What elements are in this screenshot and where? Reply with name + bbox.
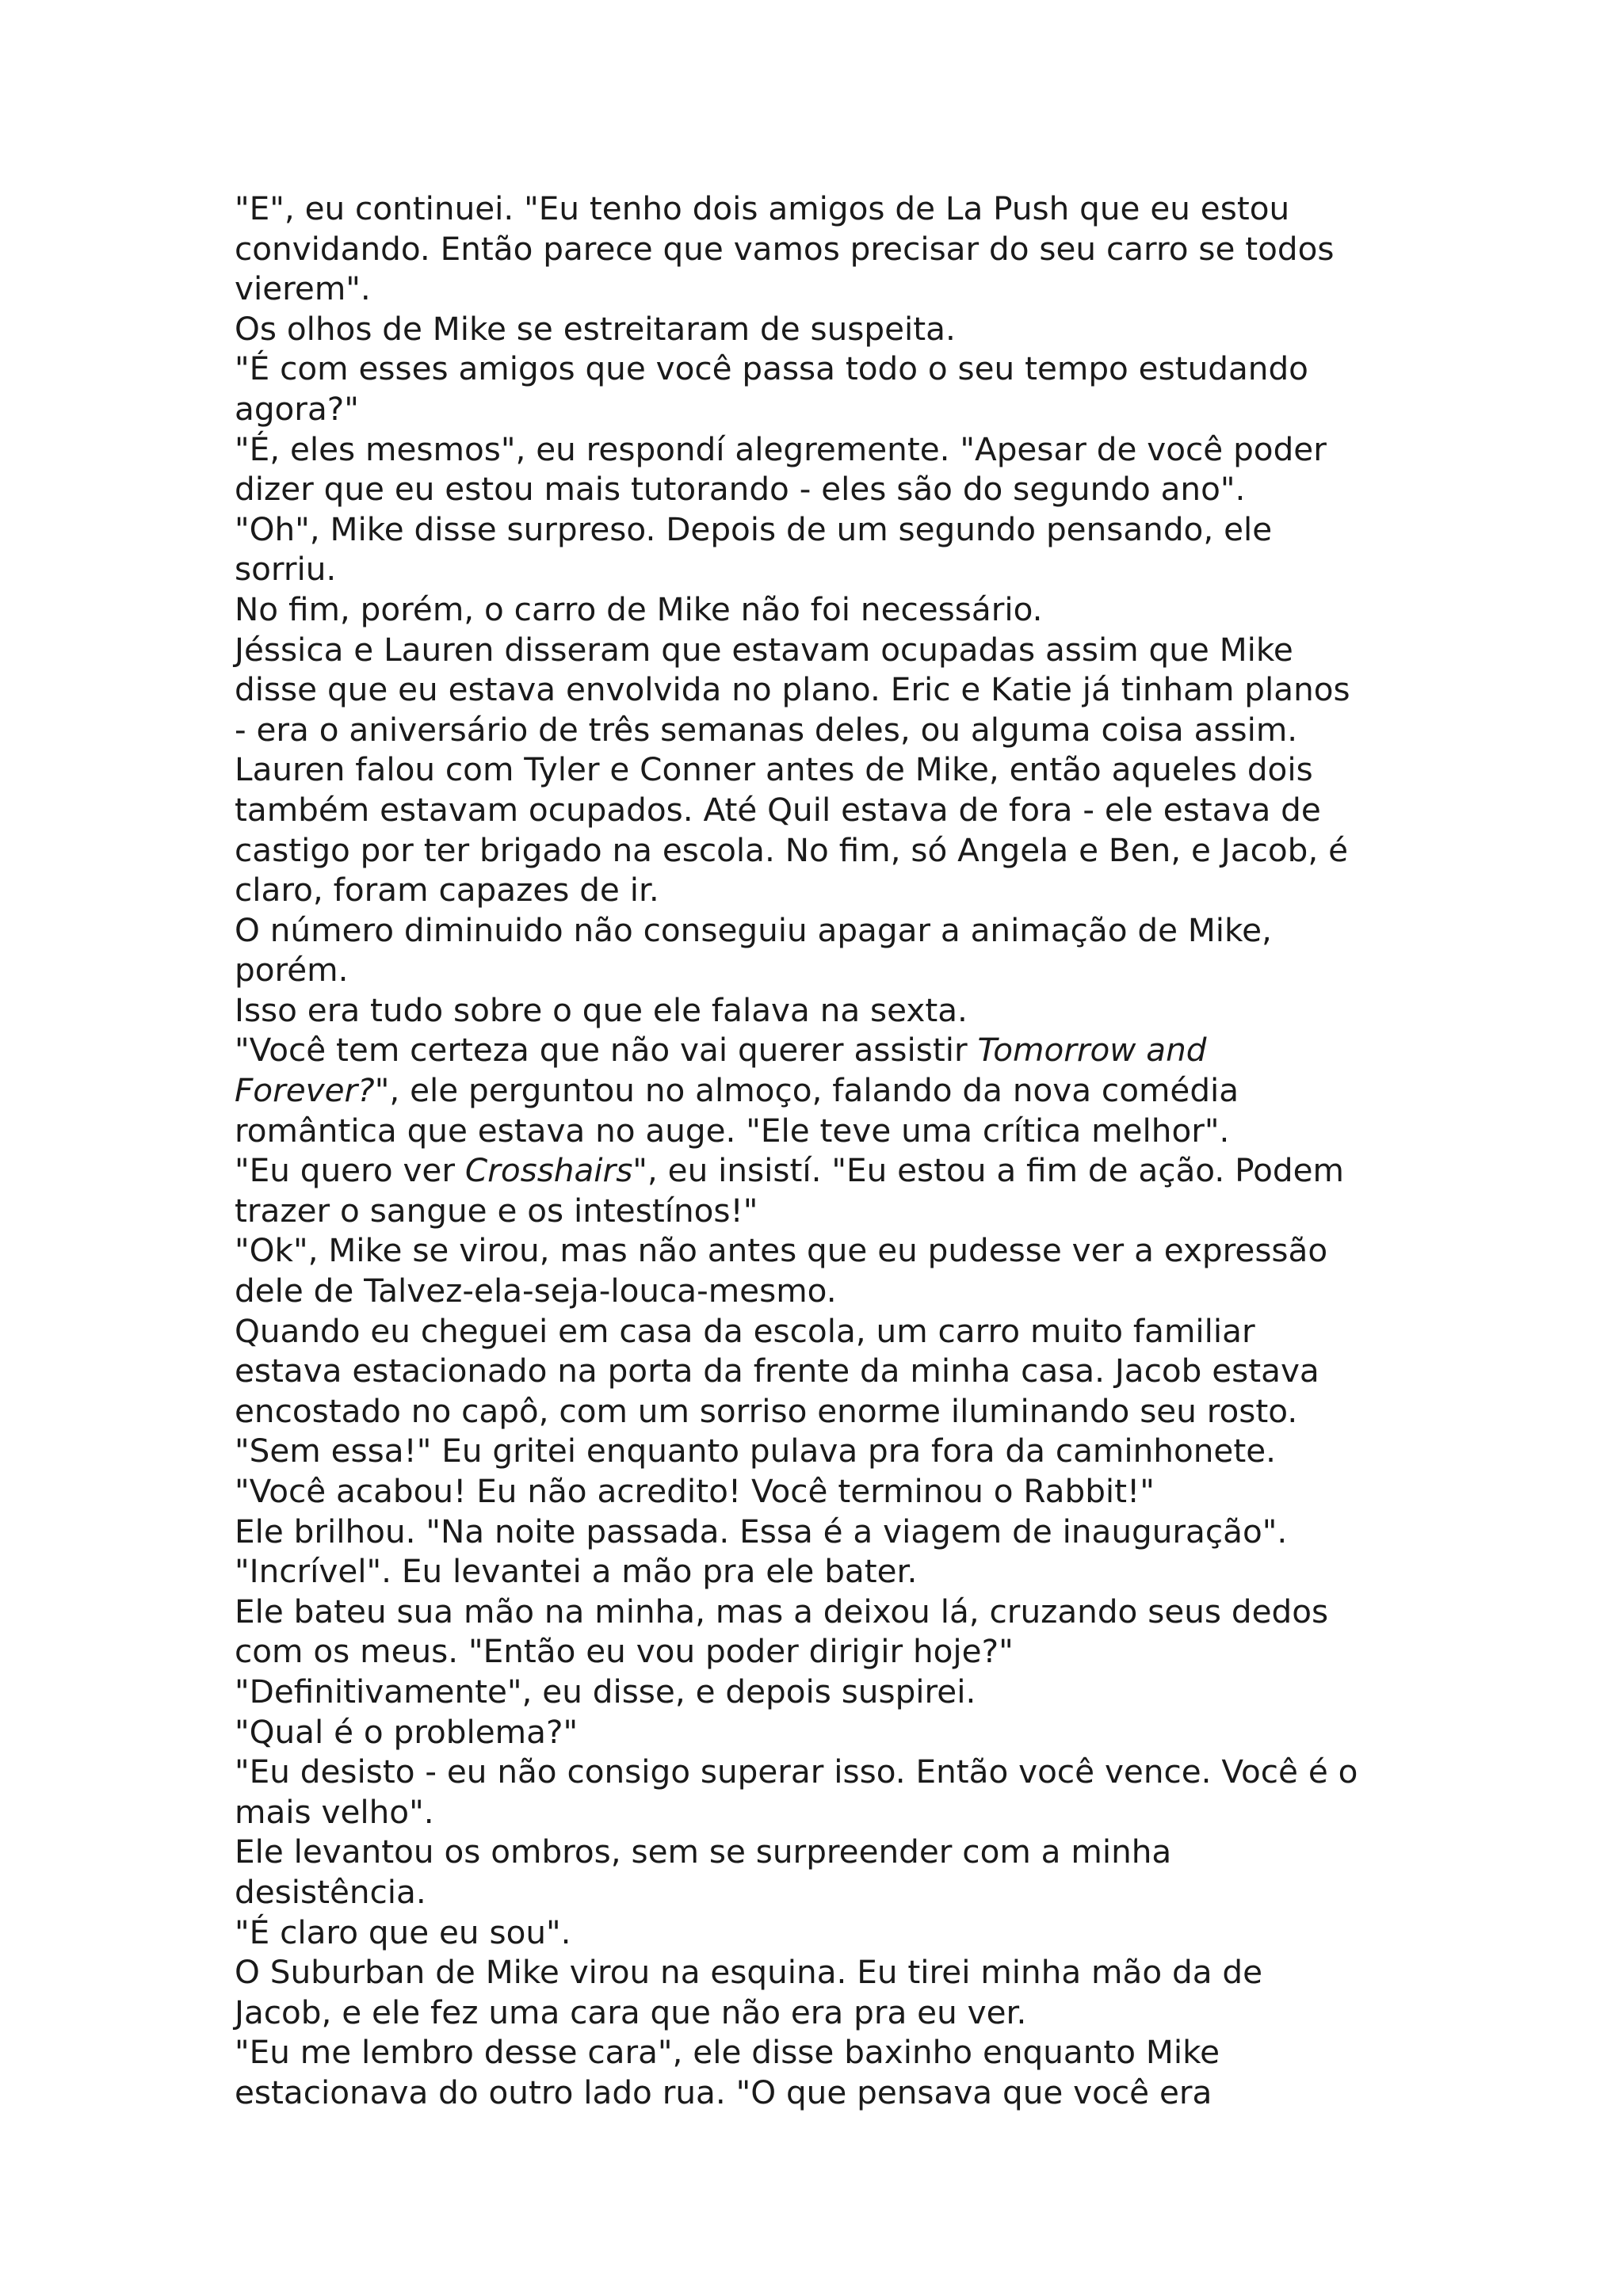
text-line (235, 1952, 1423, 1993)
text-segment: "Incrível". Eu levantei a mão pra ele bater. (235, 1552, 918, 1591)
text-segment: "Oh", Mike disse surpreso. Depois de um segundo pensando, ele (235, 509, 1273, 548)
text-segment: "Eu quero ver (235, 1151, 465, 1190)
text-line (235, 1030, 1423, 1070)
text-line (235, 309, 1423, 349)
text-line (235, 189, 1423, 229)
text-line (235, 1311, 1423, 1352)
text-segment: "Ok", Mike se virou, mas não antes que eu pudesse ver a expressão (235, 1231, 1328, 1270)
text-segment: porém. (235, 951, 349, 990)
text-segment: Os olhos de Mike se estreitaram de suspeita. (235, 309, 956, 348)
text-segment: O Suburban de Mike virou na esquina. Eu tirei minha mão da de (235, 1953, 1263, 1992)
text-line (235, 630, 1423, 670)
text-line (235, 1111, 1423, 1151)
text-segment: "Eu desisto - eu não consigo superar isso. Então você vence. Você é o (235, 1753, 1358, 1791)
text-line (235, 749, 1423, 790)
text-line (235, 830, 1423, 871)
text-line (235, 1712, 1423, 1753)
text-line (235, 990, 1423, 1031)
text-line (235, 1913, 1423, 1953)
text-segment: "Eu me lembro desse cara", ele disse baxinho enquanto Mike (235, 2033, 1220, 2072)
text-segment: "É, eles mesmos", eu respondí alegremente. "Apesar de você poder (235, 429, 1327, 468)
italic-text: Tomorrow and (977, 1031, 1207, 1070)
text-segment: "É claro que eu sou". (235, 1913, 571, 1951)
text-segment: trazer o sangue e os intestínos!" (235, 1191, 758, 1230)
text-segment: "E", eu continuei. "Eu tenho dois amigos de La Push que eu estou (235, 189, 1290, 227)
text-line (235, 1592, 1423, 1632)
text-line (235, 950, 1423, 990)
text-segment: ", eu insistí. "Eu estou a fim de ação. Podem (632, 1151, 1344, 1190)
text-segment: ", ele perguntou no almoço, falando da nova comédia (374, 1071, 1239, 1110)
text-line (235, 429, 1423, 470)
text-line (235, 1993, 1423, 2033)
text-line (235, 1551, 1423, 1592)
text-segment: Quando eu cheguei em casa da escola, um carro muito familiar (235, 1311, 1255, 1350)
text-line (235, 229, 1423, 269)
text-segment: dizer que eu estou mais tutorando - eles são do segundo ano". (235, 470, 1246, 509)
text-line (235, 1070, 1423, 1111)
text-segment: - era o aniversário de três semanas deles, ou alguma coisa assim. (235, 710, 1298, 749)
text-line (235, 1631, 1423, 1672)
text-line (235, 469, 1423, 509)
text-segment: Lauren falou com Tyler e Conner antes de Mike, então aqueles dois (235, 750, 1313, 789)
text-line (235, 1230, 1423, 1271)
text-segment: O número diminuido não conseguiu apagar a animação de Mike, (235, 910, 1272, 949)
text-line (235, 1832, 1423, 1872)
text-segment: sorriu. (235, 550, 337, 589)
text-segment: castigo por ter brigado na escola. No fim, só Angela e Ben, e Jacob, é (235, 830, 1348, 869)
text-line (235, 1191, 1423, 1231)
text-segment: estacionava do outro lado rua. "O que pensava que você era (235, 2073, 1212, 2111)
text-line (235, 669, 1423, 710)
text-line (235, 589, 1423, 630)
text-line (235, 910, 1423, 951)
text-segment: "É com esses amigos que você passa todo o seu tempo estudando (235, 349, 1308, 388)
text-line (235, 1351, 1423, 1391)
text-line (235, 1431, 1423, 1471)
text-segment: com os meus. "Então eu vou poder dirigir hoje?" (235, 1632, 1014, 1671)
text-segment: claro, foram capazes de ir. (235, 871, 659, 910)
text-segment: dele de Talvez-ela-seja-louca-mesmo. (235, 1272, 837, 1310)
text-segment: "Você acabou! Eu não acredito! Você terminou o Rabbit!" (235, 1472, 1155, 1510)
text-segment: Ele bateu sua mão na minha, mas a deixou lá, cruzando seus dedos (235, 1592, 1329, 1630)
text-segment: disse que eu estava envolvida no plano. Eric e Katie já tinham planos (235, 670, 1350, 709)
text-line (235, 1150, 1423, 1191)
text-segment: Ele brilhou. "Na noite passada. Essa é a viagem de inauguração". (235, 1512, 1288, 1550)
text-segment: convidando. Então parece que vamos precisar do seu carro se todos (235, 229, 1335, 268)
text-segment: "Definitivamente", eu disse, e depois suspirei. (235, 1672, 976, 1711)
text-line (235, 389, 1423, 429)
text-line (235, 1471, 1423, 1512)
text-line (235, 1672, 1423, 1712)
text-line (235, 2032, 1423, 2073)
text-segment: No fim, porém, o carro de Mike não foi necessário. (235, 589, 1043, 628)
text-segment: encostado no capô, com um sorriso enorme iluminando seu rosto. (235, 1391, 1298, 1430)
text-line (235, 870, 1423, 910)
text-segment: agora?" (235, 389, 359, 428)
body-text (235, 189, 1423, 2113)
text-line (235, 1752, 1423, 1792)
text-segment: desistência. (235, 1872, 426, 1911)
text-line (235, 1271, 1423, 1311)
text-segment: estava estacionado na porta da frente da minha casa. Jacob estava (235, 1352, 1319, 1390)
text-line (235, 790, 1423, 830)
text-segment: romântica que estava no auge. "Ele teve uma crítica melhor". (235, 1111, 1230, 1150)
text-line (235, 1792, 1423, 1833)
text-segment: Ele levantou os ombros, sem se surpreender com a minha (235, 1833, 1172, 1871)
text-segment: "Sem essa!" Eu gritei enquanto pulava pra fora da caminhonete. (235, 1432, 1276, 1470)
text-segment: "Você tem certeza que não vai querer assistir (235, 1031, 978, 1070)
text-line (235, 1512, 1423, 1552)
text-segment: vierem". (235, 269, 371, 308)
text-line (235, 509, 1423, 550)
text-segment: também estavam ocupados. Até Quil estava de fora - ele estava de (235, 790, 1321, 829)
text-line (235, 1391, 1423, 1432)
text-line (235, 549, 1423, 589)
text-line (235, 349, 1423, 389)
text-segment: "Qual é o problema?" (235, 1712, 579, 1751)
text-segment: Isso era tudo sobre o que ele falava na sexta. (235, 990, 968, 1029)
text-segment: mais velho". (235, 1792, 434, 1831)
text-line (235, 269, 1423, 309)
text-segment: Jéssica e Lauren disseram que estavam ocupadas assim que Mike (235, 630, 1293, 669)
text-line (235, 710, 1423, 750)
text-line (235, 1872, 1423, 1913)
italic-text: Crosshairs (464, 1151, 633, 1190)
text-line (235, 2073, 1423, 2113)
text-segment: Jacob, e ele fez uma cara que não era pra eu ver. (235, 1993, 1027, 2031)
italic-text: Forever? (235, 1071, 375, 1110)
